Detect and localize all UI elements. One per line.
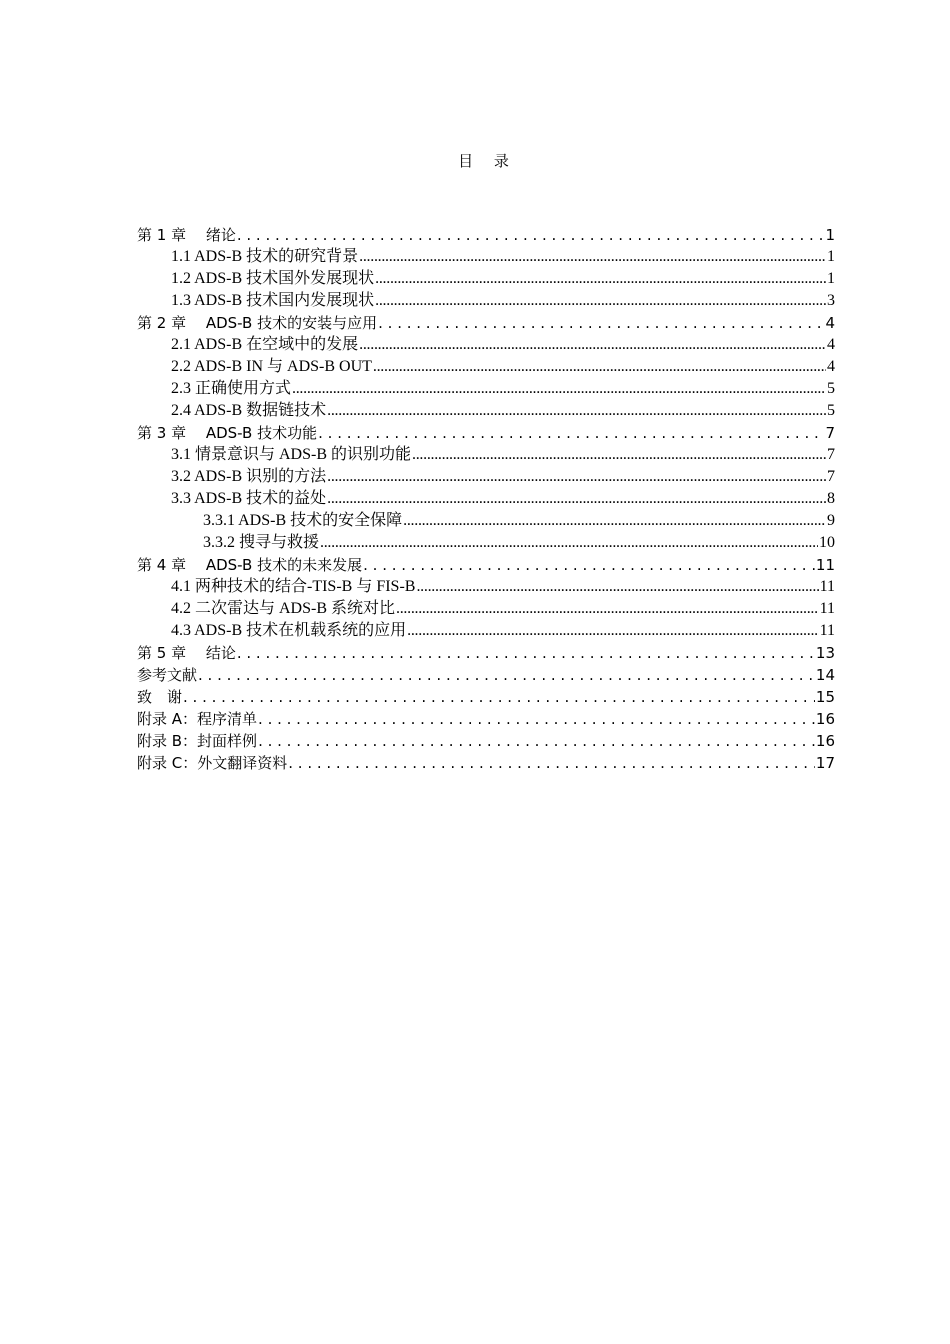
toc-dot-leader (288, 752, 815, 774)
toc-entry-chapter[interactable] (137, 312, 835, 334)
toc-entry-label: 附录 A：程序清单 (137, 710, 258, 728)
toc-entry-label: 4.3 ADS-B 技术在机载系统的应用 (171, 622, 407, 639)
toc-entry-section[interactable] (137, 290, 835, 312)
toc-entry-page-number: 11 (819, 622, 835, 639)
toc-entry-page-number: 15 (815, 688, 835, 706)
toc-entry-page-number: 13 (815, 644, 835, 662)
toc-entry-label: 第 1 章 绪论 (137, 226, 236, 244)
toc-entry-label: 3.1 情景意识与 ADS-B 的识别功能 (171, 446, 412, 463)
toc-entry-page-number: 7 (825, 424, 835, 442)
toc-entry-label: 4.1 两种技术的结合-TIS-B 与 FIS-B (171, 578, 416, 595)
toc-entry-page-number: 11 (815, 556, 835, 574)
toc-entry-section[interactable] (137, 246, 835, 268)
toc-dot-leader (258, 730, 815, 752)
toc-dot-leader (375, 268, 826, 290)
toc-dot-leader (258, 708, 815, 730)
toc-entry-label: 3.3.1 ADS-B 技术的安全保障 (203, 512, 403, 529)
toc-entry-page-number: 16 (815, 710, 835, 728)
toc-entry-page-number: 8 (827, 490, 835, 507)
toc-entry-label: 1.3 ADS-B 技术国内发展现状 (171, 292, 375, 309)
toc-entry-section[interactable] (137, 444, 835, 466)
toc-entry-section[interactable] (137, 576, 835, 598)
toc-dot-leader (320, 532, 818, 554)
toc-dot-leader (416, 576, 818, 598)
toc-entry-section[interactable] (137, 400, 835, 422)
toc-entry-page-number: 5 (827, 402, 835, 419)
toc-dot-leader (237, 224, 825, 246)
toc-entry-page-number: 16 (815, 732, 835, 750)
toc-entry-chapter[interactable] (137, 224, 835, 246)
table-of-contents (137, 224, 835, 774)
page-title: 目 录 (458, 152, 517, 170)
toc-entry-page-number: 1 (825, 226, 835, 244)
toc-entry-page-number: 4 (827, 358, 835, 375)
toc-entry-section[interactable] (137, 378, 835, 400)
toc-entry-section[interactable] (137, 334, 835, 356)
toc-entry-page-number: 4 (827, 336, 835, 353)
toc-dot-leader (198, 664, 815, 686)
toc-entry-page-number: 17 (815, 754, 835, 772)
toc-entry-label: 第 4 章 ADS-B 技术的未来发展 (137, 556, 363, 574)
toc-entry-label: 2.4 ADS-B 数据链技术 (171, 402, 327, 419)
toc-dot-leader (327, 400, 826, 422)
toc-dot-leader (327, 466, 826, 488)
toc-entry-page-number: 4 (825, 314, 835, 332)
toc-entry-page-number: 14 (815, 666, 835, 684)
toc-dot-leader (359, 246, 826, 268)
toc-entry-label: 第 3 章 ADS-B 技术功能 (137, 424, 318, 442)
toc-entry-chapter[interactable] (137, 730, 835, 752)
toc-dot-leader (183, 686, 815, 708)
toc-entry-section[interactable] (137, 620, 835, 642)
toc-entry-chapter[interactable] (137, 422, 835, 444)
toc-entry-subsection[interactable] (137, 532, 835, 554)
toc-entry-label: 3.2 ADS-B 识别的方法 (171, 468, 327, 485)
toc-entry-label: 1.1 ADS-B 技术的研究背景 (171, 248, 359, 265)
toc-entry-page-number: 1 (827, 270, 835, 287)
toc-entry-section[interactable] (137, 268, 835, 290)
toc-entry-label: 2.2 ADS-B IN 与 ADS-B OUT (171, 358, 372, 375)
toc-entry-label: 2.1 ADS-B 在空域中的发展 (171, 336, 359, 353)
toc-entry-section[interactable] (137, 466, 835, 488)
toc-dot-leader (407, 620, 818, 642)
toc-entry-label: 3.3 ADS-B 技术的益处 (171, 490, 327, 507)
toc-entry-page-number: 7 (827, 446, 835, 463)
toc-entry-chapter[interactable] (137, 664, 835, 686)
toc-dot-leader (396, 598, 819, 620)
toc-dot-leader (359, 334, 826, 356)
toc-entry-page-number: 11 (819, 600, 835, 617)
toc-dot-leader (403, 510, 826, 532)
toc-entry-label: 1.2 ADS-B 技术国外发展现状 (171, 270, 375, 287)
toc-dot-leader (378, 312, 824, 334)
toc-entry-chapter[interactable] (137, 642, 835, 664)
toc-dot-leader (237, 642, 815, 664)
toc-entry-page-number: 7 (827, 468, 835, 485)
toc-entry-label: 附录 C：外文翻译资料 (137, 754, 288, 772)
toc-entry-label: 2.3 正确使用方式 (171, 380, 292, 397)
toc-entry-section[interactable] (137, 598, 835, 620)
toc-dot-leader (292, 378, 826, 400)
toc-dot-leader (373, 356, 826, 378)
toc-entry-page-number: 5 (827, 380, 835, 397)
toc-entry-page-number: 3 (827, 292, 835, 309)
toc-entry-subsection[interactable] (137, 510, 835, 532)
toc-entry-label: 参考文献 (137, 666, 198, 684)
toc-entry-chapter[interactable] (137, 686, 835, 708)
toc-entry-label: 附录 B：封面样例 (137, 732, 258, 750)
toc-entry-page-number: 11 (819, 578, 835, 595)
toc-dot-leader (375, 290, 826, 312)
toc-entry-page-number: 9 (827, 512, 835, 529)
toc-entry-label: 致 谢 (137, 688, 183, 706)
toc-dot-leader (363, 554, 815, 576)
toc-entry-label: 第 5 章 结论 (137, 644, 236, 662)
toc-dot-leader (412, 444, 826, 466)
toc-entry-label: 4.2 二次雷达与 ADS-B 系统对比 (171, 600, 396, 617)
toc-dot-leader (318, 422, 824, 444)
toc-entry-page-number: 1 (827, 248, 835, 265)
toc-dot-leader (327, 488, 826, 510)
toc-entry-section[interactable] (137, 488, 835, 510)
toc-entry-page-number: 10 (819, 534, 835, 551)
toc-entry-label: 第 2 章 ADS-B 技术的安装与应用 (137, 314, 378, 332)
toc-entry-label: 3.3.2 搜寻与救援 (203, 534, 320, 551)
toc-entry-chapter[interactable] (137, 708, 835, 730)
toc-entry-chapter[interactable] (137, 752, 835, 774)
toc-entry-section[interactable] (137, 356, 835, 378)
toc-entry-chapter[interactable] (137, 554, 835, 576)
